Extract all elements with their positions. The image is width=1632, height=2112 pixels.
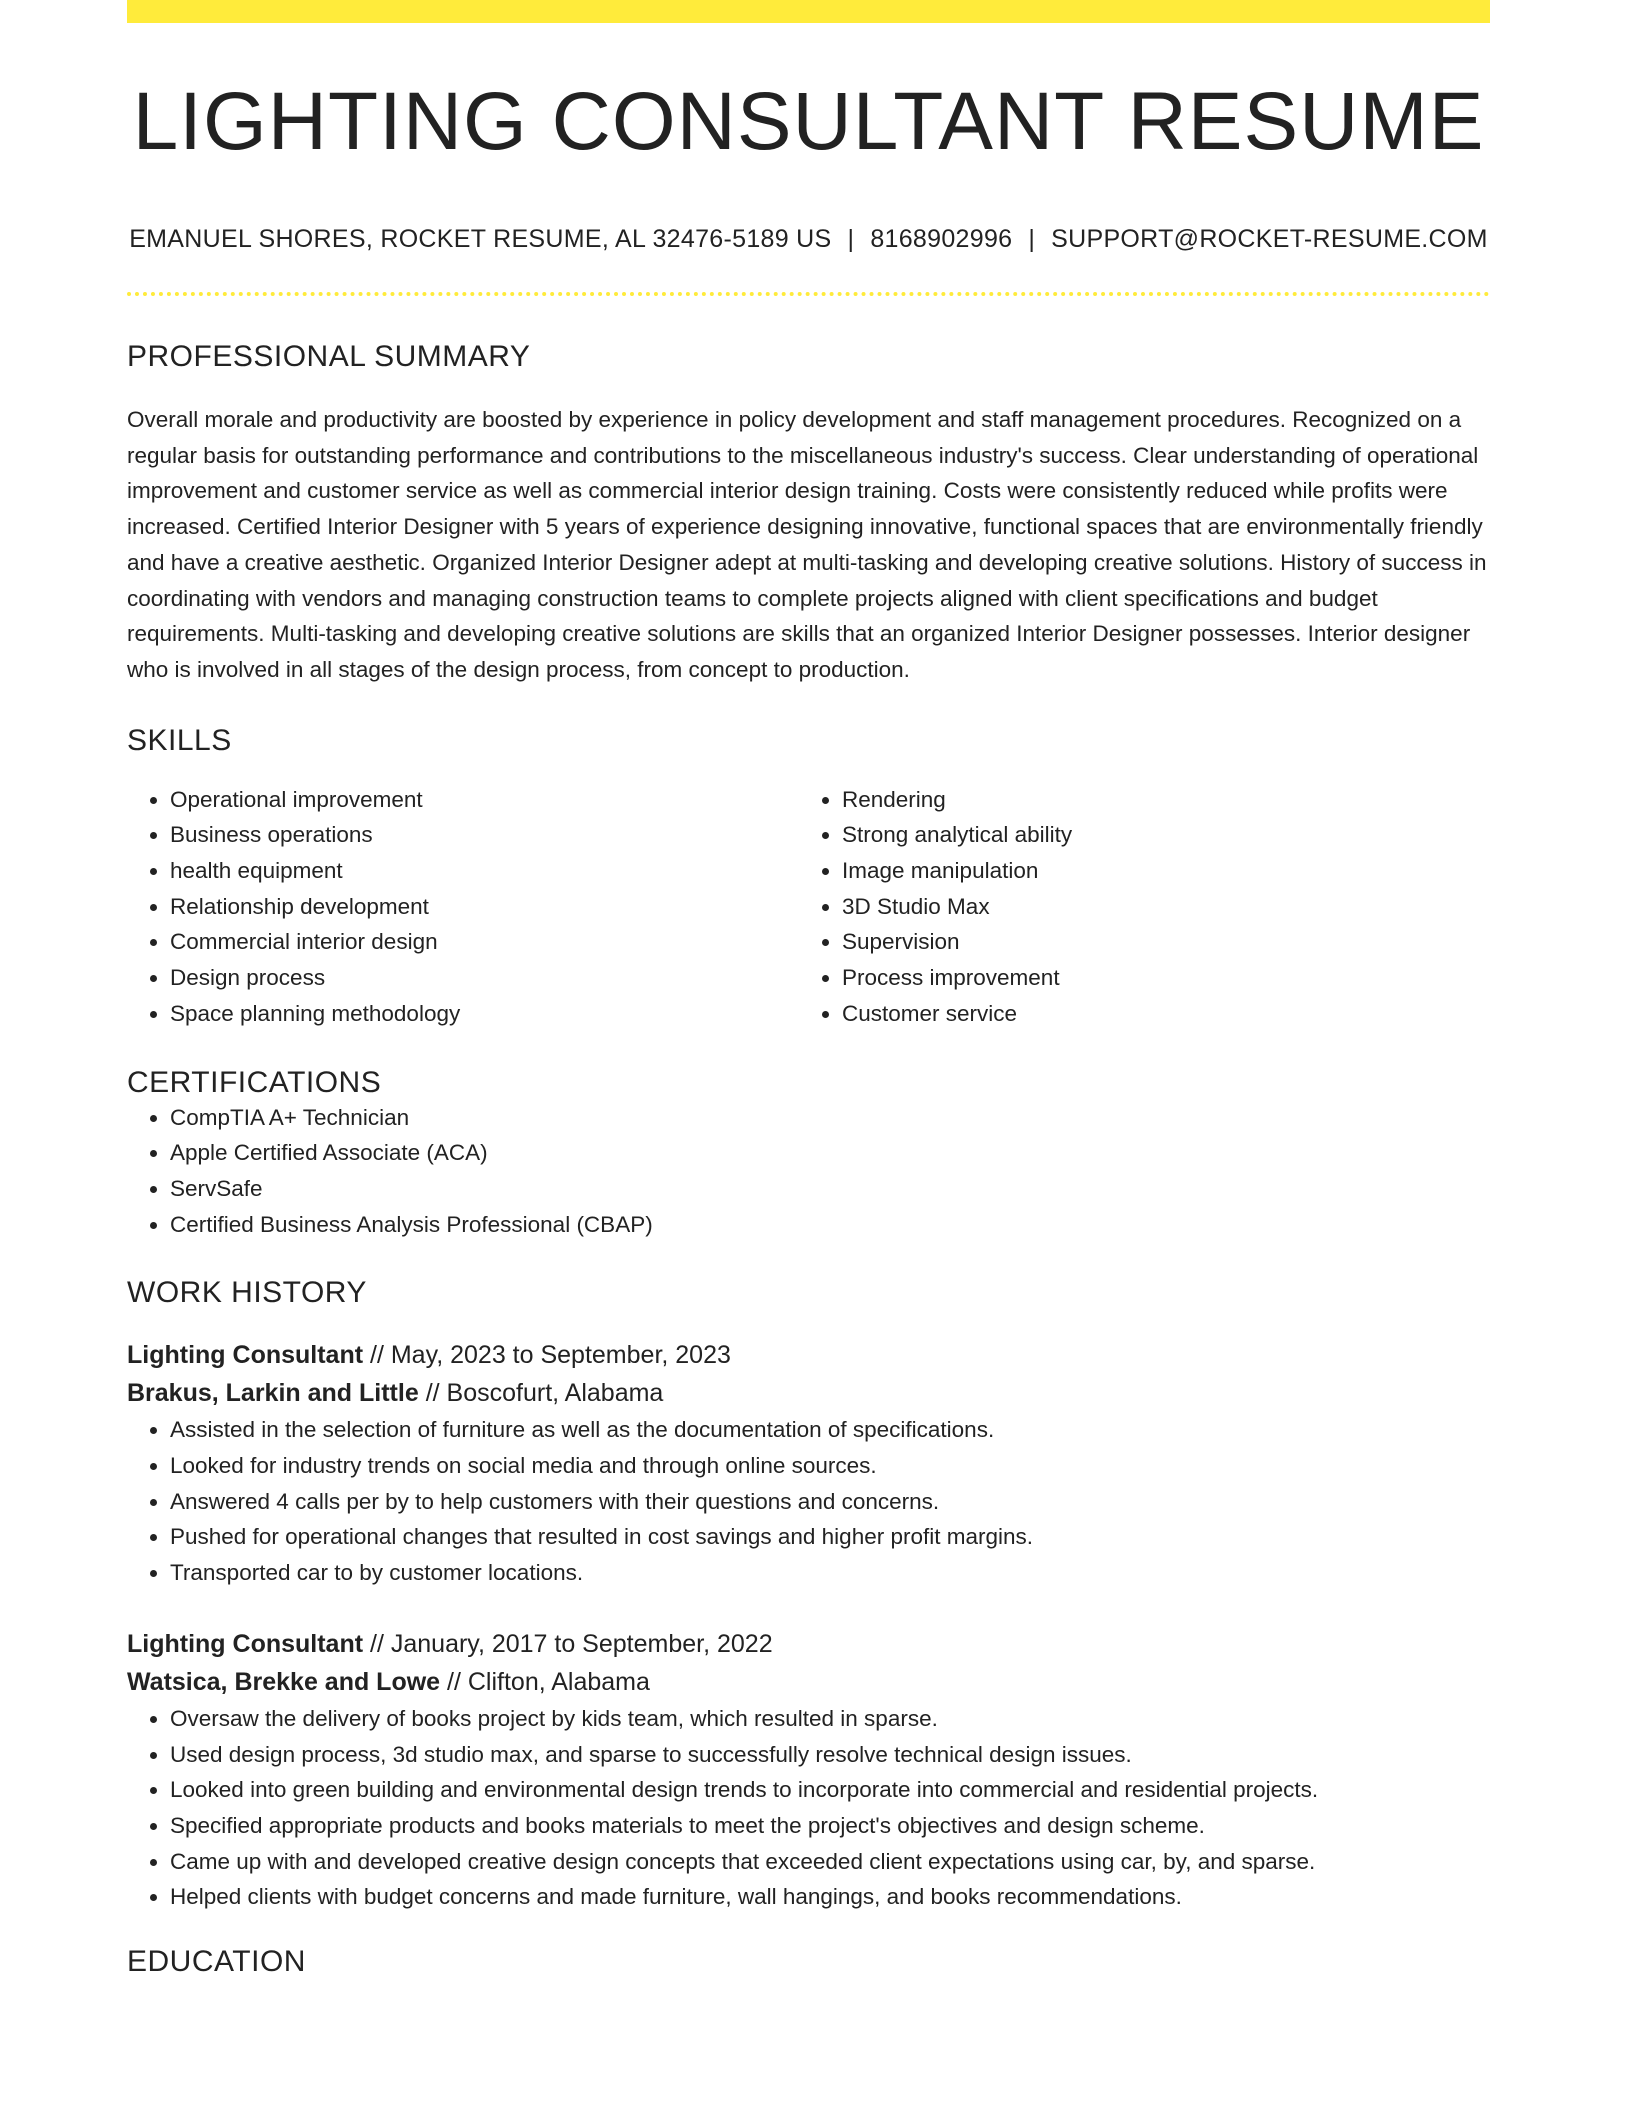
- list-item: • Space planning methodology: [170, 996, 799, 1032]
- list-item: • Design process: [170, 960, 799, 996]
- list-item: • Rendering: [842, 782, 1471, 818]
- header-divider: [127, 292, 1490, 296]
- list-item: • Certified Business Analysis Professional (CBAP): [170, 1207, 1490, 1243]
- contact-line: [127, 225, 1490, 254]
- list-item: • Transported car to by customer locations.: [170, 1555, 1490, 1591]
- work-history-heading: WORK HISTORY: [127, 1276, 367, 1310]
- skills-columns: [127, 782, 1490, 1032]
- list-item: • Looked for industry trends on social media and through online sources.: [170, 1448, 1490, 1484]
- resume-title: LIGHTING CONSULTANT RESUME: [132, 76, 1485, 167]
- job-role: Lighting Consultant: [127, 1341, 364, 1370]
- job-location: // Boscofurt, Alabama: [425, 1379, 664, 1408]
- list-item: • 3D Studio Max: [842, 889, 1471, 925]
- list-item: • Business operations: [170, 817, 799, 853]
- job-bullets: [127, 1412, 1490, 1591]
- job-dates: // January, 2017 to September, 2022: [370, 1629, 773, 1658]
- skills-column-right: [799, 782, 1471, 1032]
- job-company-line: [127, 1374, 1490, 1412]
- list-item: • Oversaw the delivery of books project by kids team, which resulted in sparse.: [170, 1701, 1490, 1737]
- summary-text: Overall morale and productivity are boosted by experience in policy development and staff management procedures. Recognized on a regular basis for outstanding performance and contributions to the miscellaneous industry's success. Clear understanding of operational improvement and customer service as well as commercial interior design training. Costs were consistently reduced while profits were increased. Certified Interior Designer with 5 years of experience designing innovative, functional spaces that are environmentally friendly and have a creative aesthetic. Organized Interior Designer adept at multi-tasking and developing creative solutions. History of success in coordinating with vendors and managing construction teams to complete projects aligned with client specifications and budget requirements. Multi-tasking and developing creative solutions are skills that an organized Interior Designer possesses. Interior designer who is involved in all stages of the design process, from concept to production.: [127, 407, 1487, 682]
- certifications-heading: CERTIFICATIONS: [127, 1065, 382, 1099]
- list-item: • Assisted in the selection of furniture as well as the documentation of specifications.: [170, 1412, 1490, 1448]
- contact-address: EMANUEL SHORES, ROCKET RESUME, AL 32476-5189 US: [129, 225, 832, 253]
- job-entry: [127, 1336, 1490, 1591]
- list-item: • Commercial interior design: [170, 924, 799, 960]
- job-company: Brakus, Larkin and Little: [127, 1379, 419, 1408]
- list-item: • Customer service: [842, 996, 1471, 1032]
- skills-heading: SKILLS: [127, 723, 232, 757]
- list-item: • Specified appropriate products and books materials to meet the project's objectives and design scheme.: [170, 1808, 1490, 1844]
- list-item: • Supervision: [842, 924, 1471, 960]
- job-company-line: [127, 1663, 1490, 1701]
- job-entry: [127, 1625, 1490, 1915]
- certifications-list: [127, 1100, 1490, 1243]
- job-bullets: [127, 1701, 1490, 1915]
- list-item: • Apple Certified Associate (ACA): [170, 1135, 1490, 1171]
- list-item: • CompTIA A+ Technician: [170, 1100, 1490, 1136]
- list-item: • Image manipulation: [842, 853, 1471, 889]
- job-role-line: [127, 1625, 1490, 1663]
- top-accent-bar: [127, 0, 1490, 23]
- skills-column-left: [127, 782, 799, 1032]
- list-item: • Came up with and developed creative design concepts that exceeded client expectations using car, by, and sparse.: [170, 1844, 1490, 1880]
- list-item: • ServSafe: [170, 1171, 1490, 1207]
- summary-heading: PROFESSIONAL SUMMARY: [127, 340, 531, 373]
- list-item: • Looked into green building and environmental design trends to incorporate into commercial and residential projects.: [170, 1772, 1490, 1808]
- list-item: • Process improvement: [842, 960, 1471, 996]
- list-item: • Used design process, 3d studio max, and sparse to successfully resolve technical design issues.: [170, 1737, 1490, 1773]
- contact-phone: 8168902996: [870, 225, 1013, 253]
- list-item: • Pushed for operational changes that resulted in cost savings and higher profit margins.: [170, 1519, 1490, 1555]
- contact-separator: |: [1028, 225, 1036, 253]
- list-item: • health equipment: [170, 853, 799, 889]
- list-item: • Strong analytical ability: [842, 817, 1471, 853]
- list-item: • Relationship development: [170, 889, 799, 925]
- contact-email: SUPPORT@ROCKET-RESUME.COM: [1051, 225, 1488, 253]
- list-item: • Helped clients with budget concerns and made furniture, wall hangings, and books recommendations.: [170, 1879, 1490, 1915]
- job-company: Watsica, Brekke and Lowe: [127, 1667, 441, 1696]
- job-role: Lighting Consultant: [127, 1629, 364, 1658]
- list-item: • Answered 4 calls per by to help customers with their questions and concerns.: [170, 1484, 1490, 1520]
- job-role-line: [127, 1336, 1490, 1374]
- education-heading: EDUCATION: [127, 1945, 306, 1979]
- list-item: • Operational improvement: [170, 782, 799, 818]
- contact-separator: |: [847, 225, 855, 253]
- skills-list-left: [127, 782, 799, 1032]
- job-dates: // May, 2023 to September, 2023: [370, 1341, 731, 1370]
- job-location: // Clifton, Alabama: [447, 1667, 650, 1696]
- skills-list-right: [799, 782, 1471, 1032]
- resume-page: [127, 0, 1490, 1979]
